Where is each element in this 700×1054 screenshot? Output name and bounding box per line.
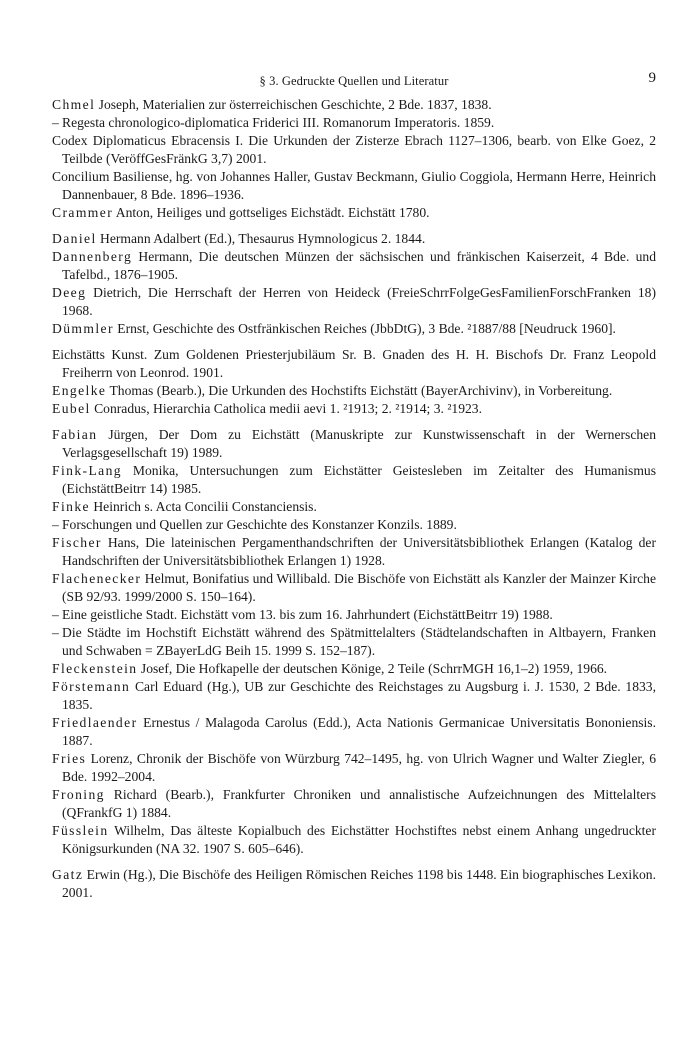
author-name: Engelke xyxy=(52,383,107,398)
bibliography-entry xyxy=(52,606,656,624)
entry-text: Monika, Untersuchungen zum Eichstätter Geistesleben im Zeitalter des Humanismus (EichstättBeitrr 14) 1985. xyxy=(62,463,656,496)
entry-text: Josef, Die Hofkapelle der deutschen Könige, 2 Teile (SchrrMGH 16,1–2) 1959, 1966. xyxy=(137,661,608,676)
author-name: Förstemann xyxy=(52,679,131,694)
entry-text: Dietrich, Die Herrschaft der Herren von Heideck (FreieSchrrFolgeGesFamilienForschFranken 18) 1968. xyxy=(62,285,656,318)
entry-text: Conradus, Hierarchia Catholica medii aevi 1. ²1913; 2. ²1914; 3. ²1923. xyxy=(90,401,482,416)
author-name: Fries xyxy=(52,751,87,766)
bibliography-entry xyxy=(52,822,656,858)
bibliography-entry xyxy=(52,346,656,382)
author-name: Füsslein xyxy=(52,823,109,838)
entry-text: Richard (Bearb.), Frankfurter Chroniken und annalistische Aufzeichnungen des Mittelalters (QFrankfG 1) 1884. xyxy=(62,787,656,820)
bibliography-entry xyxy=(52,248,656,284)
page-number: 9 xyxy=(648,70,656,86)
bibliography-entry xyxy=(52,400,656,418)
author-name: Flachenecker xyxy=(52,571,142,586)
bibliography-entry xyxy=(52,284,656,320)
author-name: Chmel xyxy=(52,97,96,112)
bibliography-entry xyxy=(52,230,656,248)
entry-group xyxy=(52,96,656,222)
author-name: Daniel xyxy=(52,231,97,246)
entry-text: Heinrich s. Acta Concilii Constanciensis. xyxy=(89,499,317,514)
entry-text: Eichstätts Kunst. Zum Goldenen Priesterjubiläum Sr. B. Gnaden des H. H. Bischofs Dr. Franz Leopold Freiherrn von Leonrod. 1901. xyxy=(52,347,656,380)
bibliography-entry xyxy=(52,114,656,132)
ditto-dash: – xyxy=(52,625,59,640)
entry-text: Hermann Adalbert (Ed.), Thesaurus Hymnologicus 2. 1844. xyxy=(96,231,426,246)
bibliography-entry xyxy=(52,750,656,786)
bibliography-entry xyxy=(52,714,656,750)
author-name: Froning xyxy=(52,787,105,802)
bibliography-entry xyxy=(52,382,656,400)
entry-text: Thomas (Bearb.), Die Urkunden des Hochstifts Eichstätt (BayerArchivinv), in Vorbereitung. xyxy=(106,383,613,398)
ditto-dash: – xyxy=(52,607,59,622)
entry-text: Wilhelm, Das älteste Kopialbuch des Eichstätter Hochstiftes nebst einem Anhang ungedruckter Königsurkunden (NA 32. 1907 S. 605–646). xyxy=(62,823,656,856)
bibliography-entry xyxy=(52,570,656,606)
bibliography-entry xyxy=(52,516,656,534)
page xyxy=(52,0,656,910)
bibliography-entry xyxy=(52,624,656,660)
entry-text: Anton, Heiliges und gottseliges Eichstädt. Eichstätt 1780. xyxy=(113,205,430,220)
page-header xyxy=(52,0,656,96)
entry-text: Die Städte im Hochstift Eichstätt während des Spätmittelalters (Städtelandschaften in Altbayern, Franken und Schwaben = ZBayerLdG Beih 15. 1999 S. 152–187). xyxy=(62,625,656,658)
entry-group xyxy=(52,426,656,858)
entry-text: Joseph, Materialien zur österreichischen Geschichte, 2 Bde. 1837, 1838. xyxy=(95,97,492,112)
bibliography-entry xyxy=(52,678,656,714)
author-name: Fischer xyxy=(52,535,102,550)
bibliography-entry xyxy=(52,462,656,498)
author-name: Fleckenstein xyxy=(52,661,138,676)
entry-text: Lorenz, Chronik der Bischöfe von Würzburg 742–1495, hg. von Ulrich Wagner und Walter Ziegler, 6 Bde. 1992–2004. xyxy=(62,751,656,784)
entry-text: Codex Diplomaticus Ebracensis I. Die Urkunden der Zisterze Ebrach 1127–1306, bearb. von Elke Goez, 2 Teilbde (VeröffGesFränkG 3,7) 2001. xyxy=(52,133,656,166)
author-name: Finke xyxy=(52,499,90,514)
author-name: Deeg xyxy=(52,285,87,300)
entry-text: Helmut, Bonifatius und Willibald. Die Bischöfe von Eichstätt als Kanzler der Mainzer Kirche (SB 92/93. 1999/2000 S. 150–164). xyxy=(62,571,656,604)
bibliography-entry xyxy=(52,660,656,678)
author-name: Friedlaender xyxy=(52,715,138,730)
bibliography-entry xyxy=(52,168,656,204)
bibliography-entry xyxy=(52,96,656,114)
author-name: Fabian xyxy=(52,427,98,442)
entry-text: Jürgen, Der Dom zu Eichstätt (Manuskripte zur Kunstwissenschaft in der Wernerschen Verlagsgesellschaft 19) 1989. xyxy=(62,427,656,460)
entry-text: Eine geistliche Stadt. Eichstätt vom 13. bis zum 16. Jahrhundert (EichstättBeitrr 19) 1988. xyxy=(62,607,553,622)
entry-text: Hermann, Die deutschen Münzen der sächsischen und fränkischen Kaiserzeit, 4 Bde. und Tafelbd., 1876–1905. xyxy=(62,249,656,282)
author-name: Gatz xyxy=(52,867,84,882)
entry-text: Concilium Basiliense, hg. von Johannes Haller, Gustav Beckmann, Giulio Coggiola, Hermann Herre, Heinrich Dannenbauer, 8 Bde. 1896–1936. xyxy=(52,169,656,202)
author-name: Dümmler xyxy=(52,321,114,336)
ditto-dash: – xyxy=(52,115,59,130)
bibliography-entry xyxy=(52,320,656,338)
bibliography-entry xyxy=(52,498,656,516)
entry-group xyxy=(52,346,656,418)
bibliography-entry xyxy=(52,132,656,168)
entry-group xyxy=(52,230,656,338)
author-name: Fink-Lang xyxy=(52,463,122,478)
entry-text: Ernestus / Malagoda Carolus (Edd.), Acta Nationis Germanicae Universitatis Bononiensis. 1887. xyxy=(62,715,656,748)
entry-text: Ernst, Geschichte des Ostfränkischen Reiches (JbbDtG), 3 Bde. ²1887/88 [Neudruck 1960]. xyxy=(113,321,616,336)
entry-text: Regesta chronologico-diplomatica Friderici III. Romanorum Imperatoris. 1859. xyxy=(62,115,495,130)
bibliography-list xyxy=(52,96,656,902)
entry-text: Erwin (Hg.), Die Bischöfe des Heiligen Römischen Reiches 1198 bis 1448. Ein biographisches Lexikon. 2001. xyxy=(62,867,656,900)
entry-group xyxy=(52,866,656,902)
bibliography-entry xyxy=(52,786,656,822)
bibliography-entry xyxy=(52,204,656,222)
running-head: § 3. Gedruckte Quellen und Literatur xyxy=(259,74,449,88)
entry-text: Carl Eduard (Hg.), UB zur Geschichte des Reichstages zu Augsburg i. J. 1530, 2 Bde. 1833, 1835. xyxy=(62,679,656,712)
bibliography-entry xyxy=(52,866,656,902)
entry-text: Forschungen und Quellen zur Geschichte des Konstanzer Konzils. 1889. xyxy=(62,517,457,532)
entry-text: Hans, Die lateinischen Pergamenthandschriften der Universitätsbibliothek Erlangen (Katalog der Handschriften der Universitätsbibliothek Erlangen 1) 1928. xyxy=(62,535,656,568)
ditto-dash: – xyxy=(52,517,59,532)
author-name: Dannenberg xyxy=(52,249,133,264)
author-name: Eubel xyxy=(52,401,91,416)
author-name: Crammer xyxy=(52,205,114,220)
bibliography-entry xyxy=(52,534,656,570)
bibliography-entry xyxy=(52,426,656,462)
